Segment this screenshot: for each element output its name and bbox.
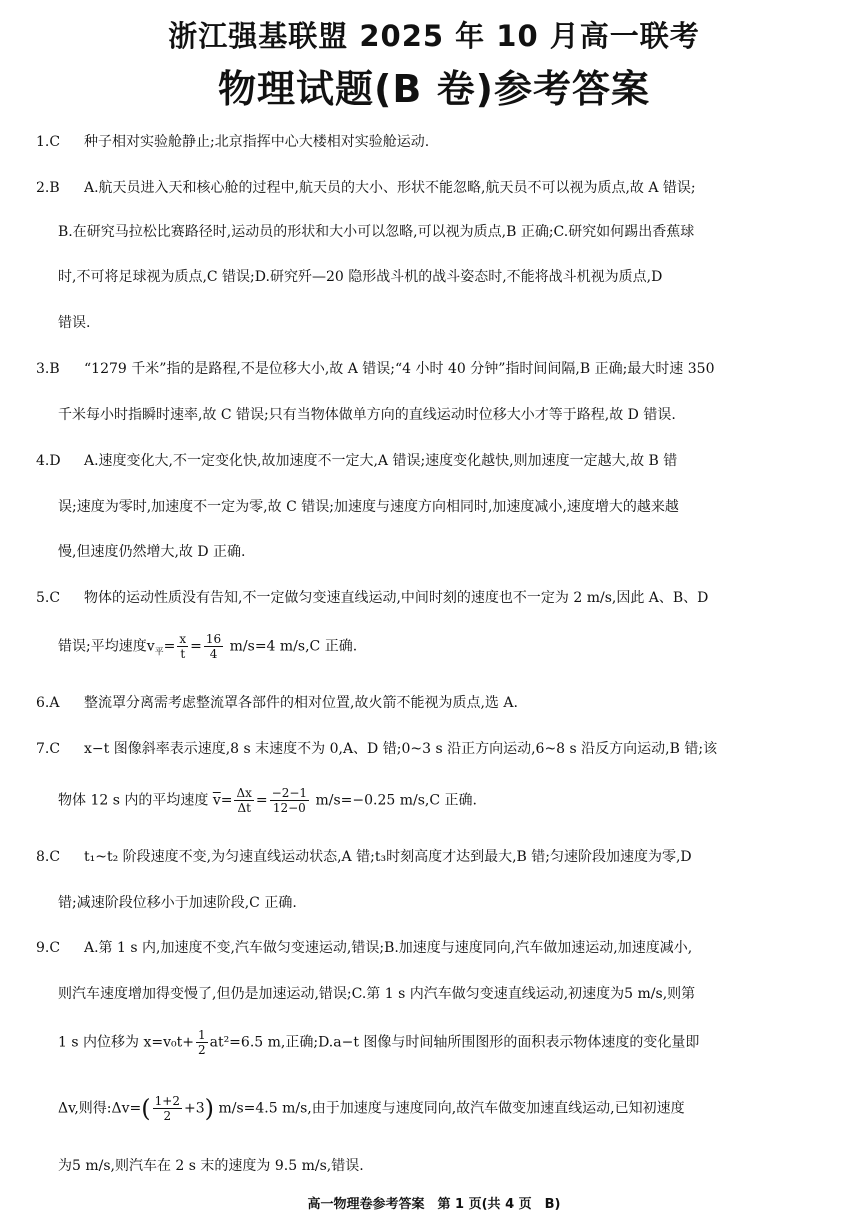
q5-equals-1: = [163,638,176,655]
answer-4-line-3: 慢,但速度仍然增大,故 D 正确. [58,544,246,560]
q9-plus-three: +3 [183,1100,205,1117]
page-footer: 高一物理卷参考答案 第 1 页(共 4 页 B) [307,1197,561,1212]
q5-equals-2: = [190,638,202,655]
answer-5-formula-line [36,632,357,662]
answer-3-text-1: “1279 千米”指的是路程,不是位移大小,故 A 错误;“4 小时 40 分钟”指时间间隔,B 正确;最大时速 350 [84,361,715,377]
q7-fraction-1-numerator: Δx [236,786,252,800]
q5-formula-pre: 错误;平均速度v [58,638,155,655]
answer-8-number: 8.C [36,849,61,865]
q5-fraction-1 [177,632,188,661]
answer-9-line-last: 为5 m/s,则汽车在 2 s 末的速度为 9.5 m/s,错误. [58,1158,364,1174]
answer-6-number: 6.A [36,695,60,711]
q9-formula-a-pre: 1 s 内位移为 x=v₀t+ [58,1034,194,1051]
answer-6-text-1: 整流罩分离需考虑整流罩各部件的相对位置,故火箭不能视为质点,选 A. [84,695,518,711]
q5-fraction-1-numerator: x [179,632,187,646]
q7-equals-1: = [220,792,233,809]
q9-right-paren: ) [204,1094,214,1123]
q7-fraction-1 [234,786,253,815]
q9-fraction-b-denominator: 2 [163,1109,172,1123]
q7-equals-2: = [255,792,268,809]
answer-7-number: 7.C [36,741,61,757]
answer-9-formula-line-1 [36,1028,699,1057]
answer-4-number: 4.D [36,453,61,469]
answer-4-line-2: 误;速度为零时,加速度不一定为零,故 C 错误;加速度与速度方向相同时,加速度减小,速度增大的越来越 [58,499,679,515]
answer-1 [36,132,429,152]
q5-fraction-2-numerator: 16 [205,632,222,646]
answer-8-line-1 [36,847,692,867]
q9-fraction-half [196,1028,208,1057]
q9-fraction-b-numerator: 1+2 [154,1094,180,1108]
answer-7-line-1 [36,739,717,759]
q9-formula-a-post: at²=6.5 m,正确;D.a−t 图像与时间轴所围图形的面积表示物体速度的变化量即 [209,1034,700,1051]
answer-2-line-4: 错误. [58,315,91,331]
answer-6 [36,693,518,713]
q7-fraction-1-denominator: Δt [237,801,251,815]
answer-3-line-2: 千米每小时指瞬时速率,故 C 错误;只有当物体做单方向的直线运动时位移大小才等于路程,故 D 错误. [58,407,676,423]
answer-1-line-1: 种子相对实验舱静止;北京指挥中心大楼相对实验舱运动. [84,134,430,150]
q9-fraction-b [153,1094,182,1123]
answer-7-text-1: x−t 图像斜率表示速度,8 s 末速度不为 0,A、D 错;0~3 s 沿正方向运动,6~8 s 沿反方向运动,B 错;该 [84,741,718,757]
answer-8-text-1: t₁~t₂ 阶段速度不变,为匀速直线运动状态,A 错;t₃时刻高度才达到最大,B 错;匀速阶段加速度为零,D [84,849,692,865]
answer-9-formula-line-2 [36,1094,685,1123]
q7-formula-post: m/s=−0.25 m/s,C 正确. [311,792,477,809]
q5-subscript: 平 [154,647,164,658]
q5-formula-post: m/s=4 m/s,C 正确. [225,638,358,655]
answer-7-formula-line [36,786,477,815]
answer-3-number: 3.B [36,361,60,377]
answer-2-line-2: B.在研究马拉松比赛路径时,运动员的形状和大小可以忽略,可以视为质点,B 正确;C.研究如何踢出香蕉球 [58,224,695,240]
answer-key-title: 物理试题(B 卷)参考答案 [218,67,650,111]
answer-5-text-1: 物体的运动性质没有告知,不一定做匀变速直线运动,中间时刻的速度也不一定为 2 m/s,因此 A、B、D [84,590,709,606]
answer-5-number: 5.C [36,590,61,606]
q5-fraction-2 [204,632,223,661]
answer-9-text-1: A.第 1 s 内,加速度不变,汽车做匀变速运动,错误;B.加速度与速度同向,汽车做加速运动,加速度减小, [84,940,693,956]
q9-formula-b-post: m/s=4.5 m/s,由于加速度与速度同向,故汽车做变加速直线运动,已知初速度 [214,1100,685,1117]
answer-2-line-3: 时,不可将足球视为质点,C 错误;D.研究歼—20 隐形战斗机的战斗姿态时,不能将战斗机视为质点,D [58,269,663,285]
answer-5-line-1 [36,588,708,608]
answer-4-text-1: A.速度变化大,不一定变化快,故加速度不一定大,A 错误;速度变化越快,则加速度一定越大,故 B 错 [84,453,678,469]
q9-fraction-half-denominator: 2 [197,1043,206,1057]
answer-4-line-1 [36,451,677,471]
q7-fraction-2-denominator: 12−0 [272,801,306,815]
answer-9-number: 9.C [36,940,61,956]
q5-fraction-1-denominator: t [180,647,186,661]
q9-left-paren: ( [141,1094,151,1123]
q7-formula-pre: 物体 12 s 内的平均速度 [58,792,213,809]
answer-9-line-2: 则汽车速度增加得变慢了,但仍是加速运动,错误;C.第 1 s 内汽车做匀变速直线运动,初速度为5 m/s,则第 [58,986,696,1002]
answer-2-text-1: A.航天员进入天和核心舱的过程中,航天员的大小、形状不能忽略,航天员不可以视为质点,故 A 错误; [84,180,696,196]
answer-3-line-1 [36,359,714,379]
exam-title: 浙江强基联盟 2025 年 10 月高一联考 [168,19,700,53]
q7-fraction-2-numerator: −2−1 [271,786,308,800]
answer-2-line-1 [36,178,696,198]
q7-average-velocity-symbol: $\overline{v}$ [212,792,221,809]
q9-formula-b-pre: Δv,则得:Δv= [58,1100,142,1117]
q5-fraction-2-denominator: 4 [209,647,218,661]
answer-2-number: 2.B [36,180,60,196]
q9-fraction-half-numerator: 1 [197,1028,206,1042]
answer-8-line-2: 错;减速阶段位移小于加速阶段,C 正确. [58,895,297,911]
q7-fraction-2 [270,786,309,815]
answer-1-number: 1.C [36,134,61,150]
answer-9-line-1 [36,938,692,958]
